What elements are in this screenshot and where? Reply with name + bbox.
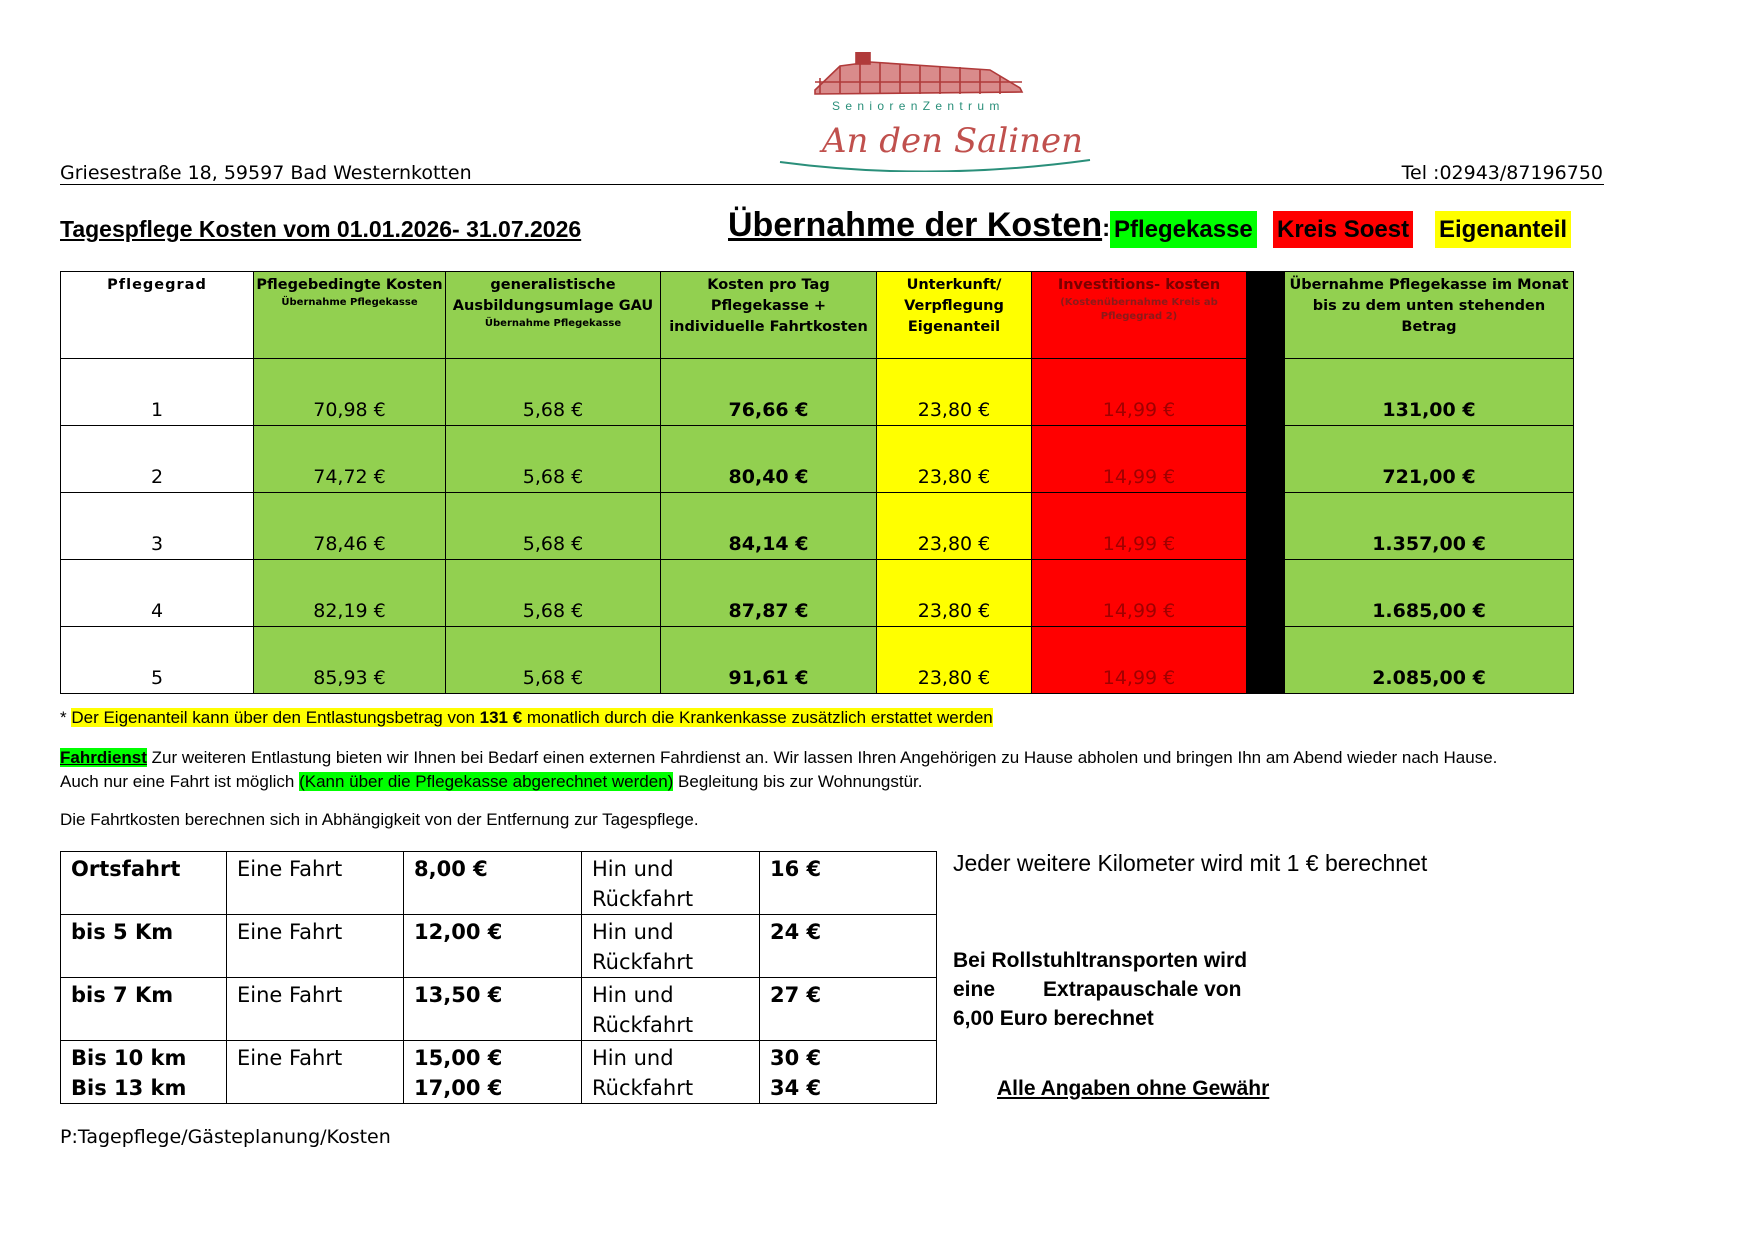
cell-pflege: 85,93 € bbox=[254, 627, 446, 694]
rollstuhl-line-2b: Extrapauschale von bbox=[1043, 978, 1242, 1001]
travel-single-price: 12,00 € bbox=[404, 915, 582, 978]
address: Griesestraße 18, 59597 Bad Westernkotten bbox=[60, 162, 472, 184]
rollstuhl-note bbox=[953, 946, 1247, 1033]
header-rule bbox=[60, 184, 1604, 185]
cell-pflege: 82,19 € bbox=[254, 560, 446, 627]
note-eigenanteil-highlight bbox=[71, 708, 992, 727]
cell-tag: 76,66 € bbox=[661, 359, 877, 426]
travel-return-label: Hin und Rückfahrt bbox=[582, 978, 760, 1041]
travel-distance-b: Bis 13 km bbox=[71, 1076, 187, 1100]
cell-tag: 87,87 € bbox=[661, 560, 877, 627]
cell-gau: 5,68 € bbox=[446, 560, 661, 627]
travel-row bbox=[61, 1041, 937, 1104]
cell-invest: 14,99 € bbox=[1032, 359, 1247, 426]
note-fahrdienst bbox=[60, 746, 1700, 794]
cell-monat: 2.085,00 € bbox=[1285, 627, 1574, 694]
travel-return-price-b: 34 € bbox=[770, 1076, 822, 1100]
travel-return-label: Hin und Rückfahrt bbox=[582, 1041, 760, 1104]
th-ausbildung bbox=[446, 272, 661, 359]
note-fahrtkosten: Die Fahrtkosten berechnen sich in Abhängigkeit von der Entfernung zur Tagespflege. bbox=[60, 810, 699, 829]
kosten-title bbox=[728, 206, 1110, 245]
travel-row bbox=[61, 978, 937, 1041]
cell-separator bbox=[1247, 426, 1285, 493]
travel-return-label: Hin und Rückfahrt bbox=[582, 915, 760, 978]
travel-cost-table bbox=[60, 851, 937, 1104]
cell-grad: 1 bbox=[61, 359, 254, 426]
cell-pflege: 74,72 € bbox=[254, 426, 446, 493]
travel-single-price bbox=[404, 1041, 582, 1104]
travel-return-label: Hin und Rückfahrt bbox=[582, 852, 760, 915]
cell-separator bbox=[1247, 560, 1285, 627]
legend-kreis-soest: Kreis Soest bbox=[1273, 211, 1413, 248]
travel-distance: Ortsfahrt bbox=[61, 852, 227, 915]
cell-grad: 3 bbox=[61, 493, 254, 560]
logo bbox=[760, 52, 1105, 172]
logo-script-text: An den Salinen bbox=[822, 121, 1084, 161]
rollstuhl-line-2a: eine bbox=[953, 978, 996, 1001]
legend-eigenanteil: Eigenanteil bbox=[1435, 211, 1571, 248]
fahrdienst-label: Fahrdienst bbox=[60, 748, 147, 767]
cell-pflege: 78,46 € bbox=[254, 493, 446, 560]
cell-unterkunft: 23,80 € bbox=[877, 359, 1032, 426]
disclaimer: Alle Angaben ohne Gewähr bbox=[997, 1077, 1270, 1100]
th-monat bbox=[1285, 272, 1574, 359]
logo-top-text: S e n i o r e n Z e n t r u m bbox=[832, 99, 1001, 113]
th-kosten-tag bbox=[661, 272, 877, 359]
th-pflegebedingte-sub: Übernahme Pflegekasse bbox=[281, 297, 418, 308]
travel-single-label: Eine Fahrt bbox=[227, 978, 404, 1041]
th-separator bbox=[1247, 272, 1285, 359]
fahrdienst-line2-highlight: (Kann über die Pflegekasse abgerechnet werden) bbox=[299, 772, 674, 791]
cell-grad: 2 bbox=[61, 426, 254, 493]
travel-return-price-a: 30 € bbox=[770, 1046, 822, 1070]
page-title: Tagespflege Kosten vom 01.01.2026- 31.07.2026 bbox=[60, 216, 582, 242]
cell-invest: 14,99 € bbox=[1032, 426, 1247, 493]
km-note: Jeder weitere Kilometer wird mit 1 € berechnet bbox=[953, 850, 1428, 876]
travel-return-price bbox=[760, 1041, 937, 1104]
th-ausbildung-label: generalistische Ausbildungsumlage GAU bbox=[452, 277, 654, 314]
cell-pflege: 70,98 € bbox=[254, 359, 446, 426]
note-eigenanteil bbox=[60, 706, 993, 730]
table-header-row bbox=[61, 272, 1574, 359]
travel-row bbox=[61, 852, 937, 915]
kosten-title-colon: : bbox=[1102, 215, 1111, 242]
travel-distance: bis 5 Km bbox=[61, 915, 227, 978]
travel-single-label: Eine Fahrt bbox=[227, 852, 404, 915]
travel-single-price-a: 15,00 € bbox=[414, 1046, 503, 1070]
travel-single-label: Eine Fahrt bbox=[227, 915, 404, 978]
table-row bbox=[61, 627, 1574, 694]
table-row bbox=[61, 359, 1574, 426]
cell-separator bbox=[1247, 493, 1285, 560]
th-pflegebedingte bbox=[254, 272, 446, 359]
cell-invest: 14,99 € bbox=[1032, 493, 1247, 560]
th-invest-sub: (Kostenübernahme Kreis ab Pflegegrad 2) bbox=[1060, 297, 1218, 322]
cell-monat: 131,00 € bbox=[1285, 359, 1574, 426]
th-pflegebedingte-label: Pflegebedingte Kosten bbox=[256, 277, 443, 293]
cell-unterkunft: 23,80 € bbox=[877, 493, 1032, 560]
note-eigenanteil-amount: 131 € bbox=[479, 708, 523, 727]
cell-gau: 5,68 € bbox=[446, 493, 661, 560]
table-row bbox=[61, 560, 1574, 627]
cell-grad: 4 bbox=[61, 560, 254, 627]
travel-return-price: 24 € bbox=[760, 915, 937, 978]
cell-gau: 5,68 € bbox=[446, 627, 661, 694]
note-eigenanteil-text-a: Der Eigenanteil kann über den Entlastungsbetrag von bbox=[71, 708, 480, 727]
table-row bbox=[61, 493, 1574, 560]
travel-distance bbox=[61, 1041, 227, 1104]
cell-separator bbox=[1247, 359, 1285, 426]
rollstuhl-line-2 bbox=[953, 975, 1247, 1004]
th-kosten-tag-label: Kosten pro Tag Pflegekasse + individuelle Fahrtkosten bbox=[669, 277, 868, 335]
cell-unterkunft: 23,80 € bbox=[877, 627, 1032, 694]
cell-unterkunft: 23,80 € bbox=[877, 560, 1032, 627]
cell-monat: 721,00 € bbox=[1285, 426, 1574, 493]
cell-tag: 91,61 € bbox=[661, 627, 877, 694]
th-ausbildung-sub: Übernahme Pflegekasse bbox=[484, 318, 622, 329]
cell-tag: 84,14 € bbox=[661, 493, 877, 560]
cell-invest: 14,99 € bbox=[1032, 560, 1247, 627]
cell-invest: 14,99 € bbox=[1032, 627, 1247, 694]
legend-pflegekasse: Pflegekasse bbox=[1110, 211, 1257, 248]
th-pflegegrad-label: Pflegegrad bbox=[107, 277, 207, 293]
th-invest-label: Investitions- kosten bbox=[1057, 277, 1221, 293]
th-invest bbox=[1032, 272, 1247, 359]
th-pflegegrad bbox=[61, 272, 254, 359]
rollstuhl-line-3: 6,00 Euro berechnet bbox=[953, 1007, 1154, 1030]
table-row bbox=[61, 426, 1574, 493]
fahrdienst-text: Zur weiteren Entlastung bieten wir Ihnen bei Bedarf einen externen Fahrdienst an. Wir lassen Ihren Angehörigen zu Hause abholen und bringen Ihn am Abend wieder nach Hause. bbox=[146, 748, 1498, 767]
travel-single-label: Eine Fahrt bbox=[227, 1041, 404, 1104]
fahrdienst-line2-b: Begleitung bis zur Wohnungstür. bbox=[673, 772, 923, 791]
cell-tag: 80,40 € bbox=[661, 426, 877, 493]
kosten-title-label: Übernahme der Kosten bbox=[728, 206, 1103, 244]
cost-table bbox=[60, 271, 1574, 694]
cell-monat: 1.357,00 € bbox=[1285, 493, 1574, 560]
travel-distance: bis 7 Km bbox=[61, 978, 227, 1041]
footer-path: P:Tagepflege/Gästeplanung/Kosten bbox=[60, 1126, 391, 1148]
phone-number: Tel :02943/87196750 bbox=[1401, 162, 1603, 184]
cell-gau: 5,68 € bbox=[446, 426, 661, 493]
cell-grad: 5 bbox=[61, 627, 254, 694]
cell-monat: 1.685,00 € bbox=[1285, 560, 1574, 627]
fahrdienst-line2-a: Auch nur eine Fahrt ist möglich bbox=[60, 772, 300, 791]
cell-unterkunft: 23,80 € bbox=[877, 426, 1032, 493]
cell-gau: 5,68 € bbox=[446, 359, 661, 426]
note-eigenanteil-text-b: monatlich durch die Krankenkasse zusätzlich erstattet werden bbox=[522, 708, 993, 727]
travel-single-price: 13,50 € bbox=[404, 978, 582, 1041]
rollstuhl-line-1: Bei Rollstuhltransporten wird bbox=[953, 949, 1248, 972]
travel-return-price: 16 € bbox=[760, 852, 937, 915]
th-unterkunft bbox=[877, 272, 1032, 359]
travel-distance-a: Bis 10 km bbox=[71, 1046, 187, 1070]
note-star: * bbox=[60, 708, 72, 727]
travel-return-price: 27 € bbox=[760, 978, 937, 1041]
travel-single-price-b: 17,00 € bbox=[414, 1076, 503, 1100]
travel-row bbox=[61, 915, 937, 978]
travel-single-price: 8,00 € bbox=[404, 852, 582, 915]
logo-graphic bbox=[760, 52, 1105, 172]
th-monat-label: Übernahme Pflegekasse im Monat bis zu dem unten stehenden Betrag bbox=[1289, 277, 1569, 335]
cell-separator bbox=[1247, 627, 1285, 694]
th-unterkunft-label: Unterkunft/ Verpflegung Eigenanteil bbox=[904, 277, 1004, 335]
